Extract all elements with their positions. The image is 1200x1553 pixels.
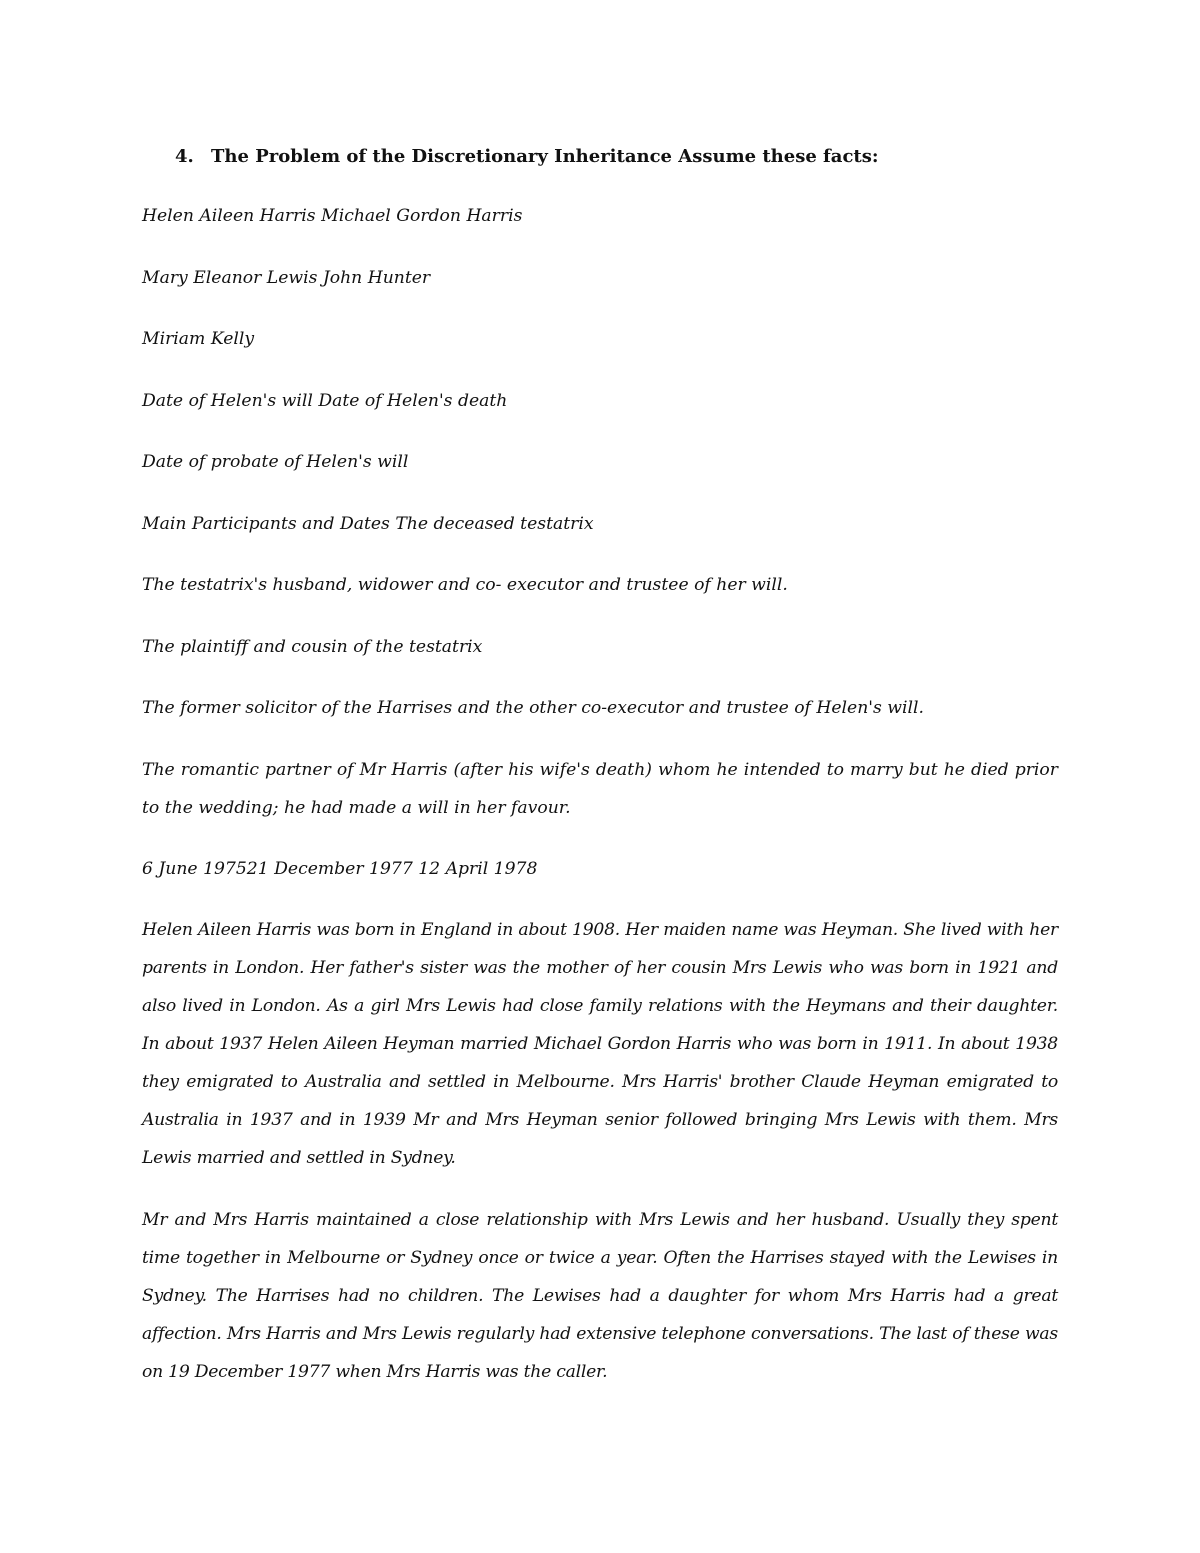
section-number: 4. [175,146,194,167]
names-line-3: Miriam Kelly [142,329,255,349]
names-line-1: Helen Aileen Harris Michael Gordon Harris [142,206,523,226]
plaintiff-line: The plaintiff and cousin of the testatrix [142,637,483,657]
husband-line: The testatrix's husband, widower and co- executor and trustee of her will. [142,575,788,595]
dates-line: 6 June 197521 December 1977 12 April 1978 [142,859,538,879]
participants-line: Main Participants and Dates The deceased testatrix [142,514,594,534]
will-dates-line: Date of Helen's will Date of Helen's death [142,391,508,411]
romantic-partner-paragraph: The romantic partner of Mr Harris (after his wife's death) whom he intended to marry but he died prior to the wedding; he had made a will in her favour. [142,760,1058,818]
solicitor-line: The former solicitor of the Harrises and the other co-executor and trustee of Helen's will. [142,698,924,718]
section-heading [175,140,1075,174]
section-title: The Problem of the Discretionary Inheritance Assume these facts: [211,146,879,167]
background-paragraph: Helen Aileen Harris was born in England in about 1908. Her maiden name was Heyman. She lived with her parents in London. Her father's sister was the mother of her cousin Mrs Lewis who was born in 1921 and also lived in London. As a girl Mrs Lewis had close family relations with the Heymans and their daughter. In about 1937 Helen Aileen Heyman married Michael Gordon Harris who was born in 1911. In about 1938 they emigrated to Australia and settled in Melbourne. Mrs Harris' brother Claude Heyman emigrated to Australia in 1937 and in 1939 Mr and Mrs Heyman senior followed bringing Mrs Lewis with them. Mrs Lewis married and settled in Sydney. [142,920,1058,1168]
probate-line: Date of probate of Helen's will [142,452,409,472]
names-line-2: Mary Eleanor Lewis John Hunter [142,268,431,288]
relationship-paragraph: Mr and Mrs Harris maintained a close relationship with Mrs Lewis and her husband. Usually they spent time together in Melbourne or Sydney once or twice a year. Often the Harrises stayed with the Lewises in Sydney. The Harrises had no children. The Lewises had a daughter for whom Mrs Harris had a great affection. Mrs Harris and Mrs Lewis regularly had extensive telephone conversations. The last of these was on 19 December 1977 when Mrs Harris was the caller. [142,1210,1058,1382]
